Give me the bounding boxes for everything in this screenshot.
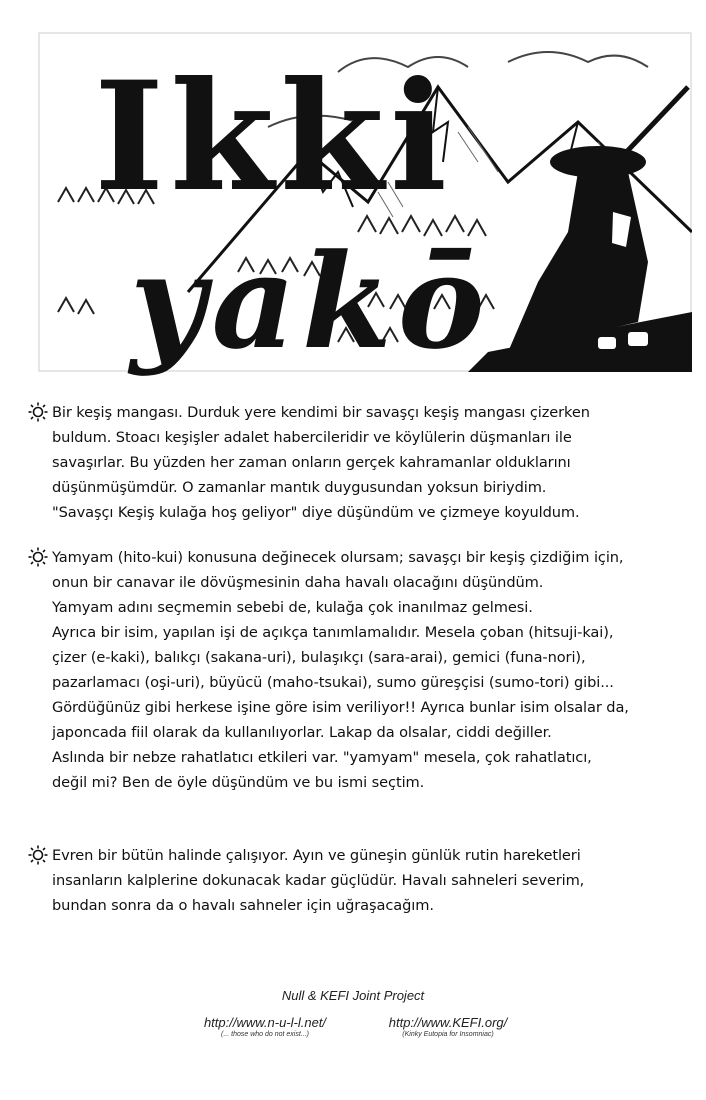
kefi-url-link[interactable]: http://www.KEFI.org/: [388, 1015, 508, 1030]
null-url-link[interactable]: http://www.n-u-l-l.net/: [203, 1015, 327, 1030]
text-line: savaşırlar. Bu yüzden her zaman onların gerçek kahramanlar olduklarını: [52, 454, 571, 471]
sun-bullet-icon: [28, 402, 48, 422]
text-line: düşünmüşümdür. O zamanlar mantık duygusundan yoksun biriydim.: [52, 479, 547, 496]
text-line: "Savaşçı Keşiş kulağa hoş geliyor" diye düşündüm ve çizmeye koyuldum.: [52, 504, 580, 521]
paragraph-warrior-monk: [28, 400, 698, 525]
text-line: Yamyam adını seçmemin sebebi de, kulağa çok inanılmaz gelmesi.: [52, 599, 533, 616]
text-line: insanların kalplerine dokunacak kadar güçlüdür. Havalı sahneleri severim,: [52, 872, 585, 889]
text-line: pazarlamacı (oşi-uri), büyücü (maho-tsukai), sumo güreşçisi (sumo-tori) gibi...: [52, 674, 614, 691]
text-line: buldum. Stoacı keşişler adalet habercileridir ve köylülerin düşmanları ile: [52, 429, 572, 446]
text-line: japoncada fiil olarak da kullanılıyorlar. Lakap da olsalar, ciddi değiller.: [52, 724, 552, 741]
text-line: onun bir canavar ile dövüşmesinin daha havalı olacağını düşündüm.: [52, 574, 544, 591]
text-line: Yamyam (hito-kui) konusuna değinecek olursam; savaşçı bir keşiş çizdiğim için,: [52, 549, 624, 566]
text-line: Ayrıca bir isim, yapılan işi de açıkça tanımlamalıdır. Mesela çoban (hitsuji-kai),: [52, 624, 614, 641]
sun-bullet-icon: [28, 547, 48, 567]
paragraph-universe: [28, 843, 698, 918]
text-line: Bir keşiş mangası. Durduk yere kendimi bir savaşçı keşiş mangası çizerken: [52, 404, 590, 421]
manga-title-line1: Ikki: [94, 49, 454, 225]
text-line: Gördüğünüz gibi herkese işine göre isim veriliyor!! Ayrıca bunlar isim olsalar da,: [52, 699, 629, 716]
null-tagline: (... those who do not exist...): [221, 1031, 309, 1038]
paragraph-cannibal-name: [28, 545, 698, 795]
sun-bullet-icon: [28, 845, 48, 865]
header-illustration: [38, 32, 692, 378]
text-line: bundan sonra da o havalı sahneler için uğraşacağım.: [52, 897, 434, 914]
text-line: Aslında bir nebze rahatlatıcı etkileri var. "yamyam" mesela, çok rahatlatıcı,: [52, 749, 592, 766]
project-credit: Null & KEFI Joint Project: [281, 988, 425, 1003]
null-link-block: [185, 1015, 345, 1038]
kefi-link-block: [368, 1015, 528, 1038]
text-line: Evren bir bütün halinde çalışıyor. Ayın ve güneşin günlük rutin hareketleri: [52, 847, 581, 864]
kefi-tagline: (Kinky Eutopia for Insomniac): [402, 1031, 494, 1038]
text-line: değil mi? Ben de öyle düşündüm ve bu ismi seçtim.: [52, 774, 425, 791]
manga-title-line2: yakō: [130, 225, 491, 378]
text-line: çizer (e-kaki), balıkçı (sakana-uri), bulaşıkçı (sara-arai), gemici (funa-nori),: [52, 649, 586, 666]
